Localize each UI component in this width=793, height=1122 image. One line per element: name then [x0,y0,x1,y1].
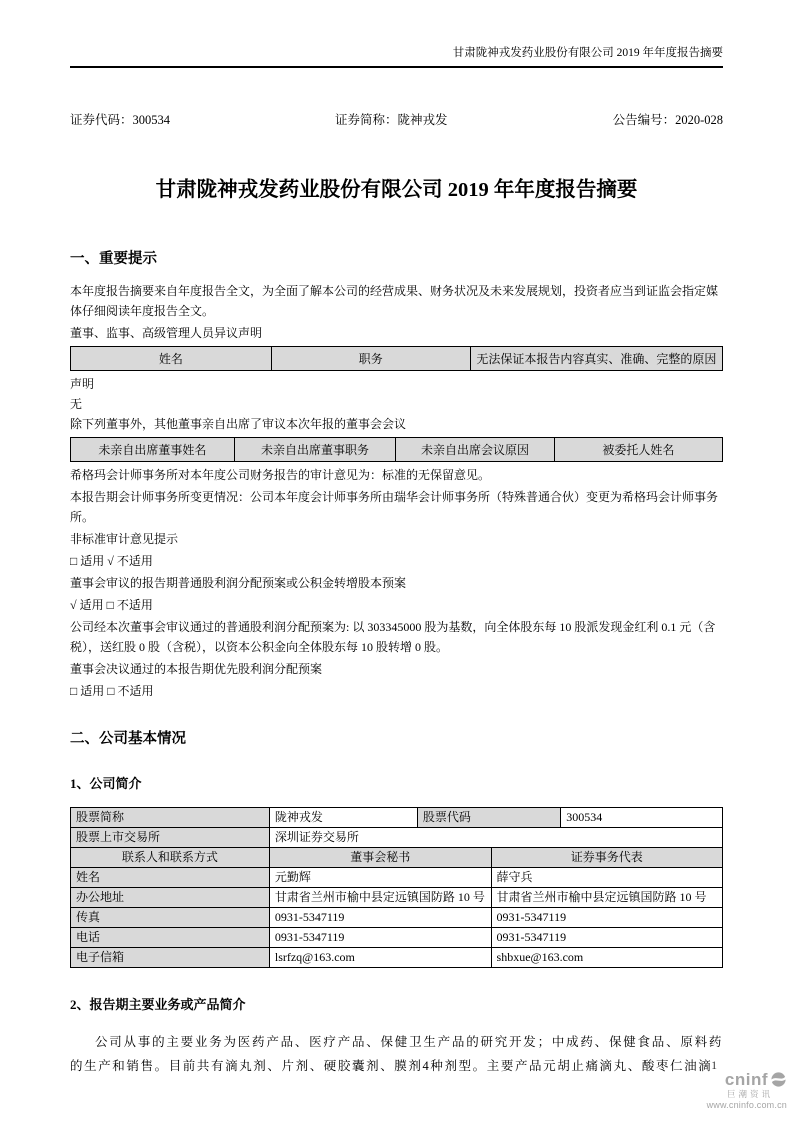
meta-row [70,112,723,129]
dividend-detail: 公司经本次董事会审议通过的普通股利润分配预案为: 以 303345000 股为基数，向全体股东每 10 股派发现金红利 0.1 元（含税），送红股 0 股（含税），以资本公积金向全体股东每 10 股转增 0 股。 [70,620,716,654]
section2-heading: 二、公司基本情况 [70,731,186,747]
document-title: 甘肃陇神戎发药业股份有限公司 2019 年年度报告摘要 [155,179,638,201]
absence-table [70,437,723,462]
cninfo-logo-caption: 巨潮资讯 [726,1088,773,1099]
dividend-label: 董事会审议的报告期普通股利润分配预案或公积金转增股本预案 [70,576,407,590]
representative-address: 甘肃省兰州市榆中县定远镇国防路 10 号 [491,888,722,908]
dissent-col-reason: 无法保证本报告内容真实、准确、完整的原因 [470,347,722,371]
section1-heading: 一、重要提示 [70,251,157,267]
contact-name-label: 姓名 [71,868,270,888]
secretary-address: 甘肃省兰州市榆中县定远镇国防路 10 号 [269,888,491,908]
representative-fax: 0931-5347119 [491,908,722,928]
email-label: 电子信箱 [71,948,270,968]
stock-name-label: 股票简称 [71,808,270,828]
contact-header-label: 联系人和联系方式 [71,848,270,868]
contact-header-secretary: 董事会秘书 [269,848,491,868]
stock-name-value: 陇神戎发 [269,808,417,828]
company-profile-heading: 1、公司简介 [70,776,142,791]
nonstandard-label: 非标准审计意见提示 [70,532,179,546]
statement-label: 声明 [70,377,95,391]
dissent-table-header-row [71,347,723,371]
representative-email: shbxue@163.com [491,948,722,968]
secretary-email: lsrfzq@163.com [269,948,491,968]
statement-value: 无 [70,397,83,411]
cninfo-logo-text: cninf [724,1069,768,1089]
table-row [71,908,723,928]
cninfo-swirl-icon [770,1071,787,1088]
intro-paragraph: 本年度报告摘要来自年度报告全文，为全面了解本公司的经营成果、财务状况及未来发展规划，投资者应当到证监会指定媒体仔细阅读年度报告全文。 [70,284,719,318]
preferred-choice: □ 适用 □ 不适用 [70,684,154,698]
absence-col-position: 未亲自出席董事职务 [234,438,396,462]
audit-opinion: 希格玛会计师事务所对本年度公司财务报告的审计意见为：标准的无保留意见。 [70,468,491,482]
nonstandard-choice: □ 适用 √ 不适用 [70,554,153,568]
stock-code-label: 股票代码 [417,808,560,828]
cninfo-logo-row [677,1071,787,1088]
table-row [71,808,723,828]
business-heading: 2、报告期主要业务或产品简介 [70,997,246,1012]
securities-code: 证券代码：300534 [70,113,171,127]
absence-col-name: 未亲自出席董事姓名 [71,438,235,462]
representative-name: 薛守兵 [491,868,722,888]
auditor-change: 本报告期会计师事务所变更情况：公司本年度会计师事务所由瑞华会计师事务所（特殊普通合伙）变更为希格玛会计师事务所。 [70,490,719,524]
running-title: 甘肃陇神戎发药业股份有限公司 2019 年年度报告摘要 [452,47,723,59]
securities-name: 证券简称：陇神戎发 [335,113,448,127]
table-row [71,828,723,848]
table-row [71,928,723,948]
table-row [71,848,723,868]
exchange-label: 股票上市交易所 [71,828,270,848]
secretary-fax: 0931-5347119 [269,908,491,928]
page-number: 1 [711,1060,717,1072]
fax-label: 传真 [71,908,270,928]
announcement-number: 公告编号：2020-028 [612,113,723,127]
exchange-value: 深圳证券交易所 [269,828,722,848]
running-header [70,46,723,68]
phone-label: 电话 [71,928,270,948]
representative-phone: 0931-5347119 [491,928,722,948]
absence-col-delegate: 被委托人姓名 [554,438,722,462]
dividend-choice: √ 适用 □ 不适用 [70,598,153,612]
secretary-name: 元勤辉 [269,868,491,888]
preferred-label: 董事会决议通过的本报告期优先股利润分配预案 [70,662,323,676]
dissent-label: 董事、监事、高级管理人员异议声明 [70,326,263,340]
dissent-col-position: 职务 [271,347,470,371]
stock-code-value: 300534 [561,808,723,828]
business-paragraph: 公司从事的主要业务为医药产品、医疗产品、保健卫生产品的研究开发；中成药、保健食品、原料药的生产和销售。目前共有滴丸剂、片剂、硬胶囊剂、膜剂4种剂型。主要产品元胡止痛滴丸、酸枣仁油滴 [70,1035,723,1073]
cninfo-logo [677,1071,787,1111]
absence-col-reason: 未亲自出席会议原因 [396,438,554,462]
cninfo-logo-url: www.cninfo.com.cn [706,1100,787,1110]
dissent-col-name: 姓名 [71,347,272,371]
contact-header-representative: 证券事务代表 [491,848,722,868]
office-address-label: 办公地址 [71,888,270,908]
company-profile-table [70,807,723,968]
absence-table-header-row [71,438,723,462]
table-row [71,868,723,888]
secretary-phone: 0931-5347119 [269,928,491,948]
table-row [71,948,723,968]
dissent-table [70,346,723,371]
table-row [71,888,723,908]
attendance-note: 除下列董事外，其他董事亲自出席了审议本次年报的董事会会议 [70,417,407,431]
